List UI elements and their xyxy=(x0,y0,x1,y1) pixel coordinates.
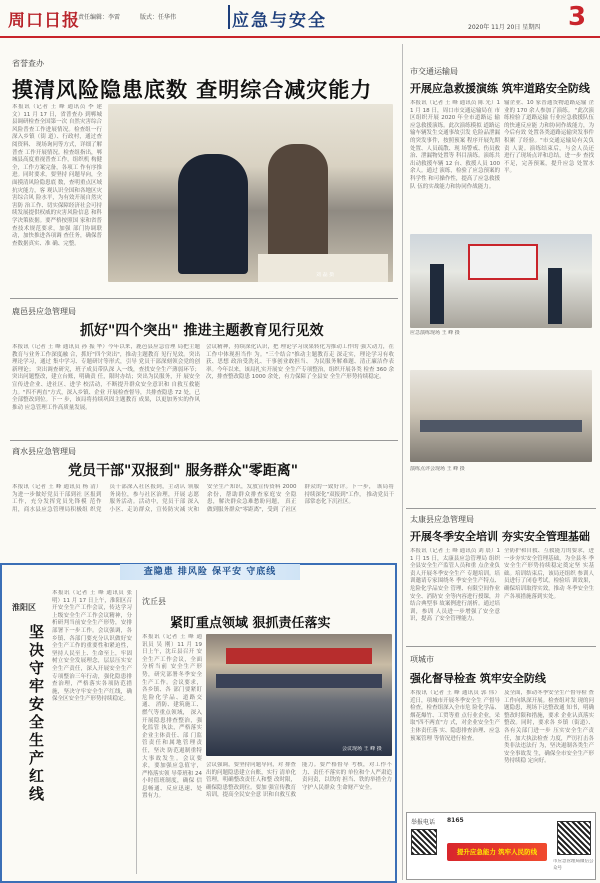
layout-credit: 版式：任华伟 xyxy=(140,14,177,21)
story5-kicker: 太康县应急管理局 xyxy=(410,515,474,524)
rescuer-figure xyxy=(430,264,444,324)
column-divider xyxy=(136,590,137,874)
newspaper-logo: 周口日报 xyxy=(8,11,80,31)
section-divider xyxy=(228,5,230,29)
story4-photo1 xyxy=(410,234,592,328)
column-divider xyxy=(402,44,403,880)
stage-table xyxy=(216,674,382,688)
promo-banner: 提升应急能力 筑牢人民防线 xyxy=(447,843,547,861)
story2-kicker: 鹿邑县应急管理局 xyxy=(12,307,76,316)
qr-code-icon xyxy=(557,821,591,855)
story6-col2: 及全面，推动冬季安全生产督导检 查工作向纵深开展。检查组对发 现的问题隐患，现场下达整改通 知书，明确整改时限和措施，要求 企业认真落实整改。同时，要求各 乡镇（街道）、各有关部门进一步 压实安全生产责任，加大执法检查 力度，严厉打击各类非法违法行 为，坚决遏制各类生产安全事故发 生，确保全市安全生产形势持续稳 定向好。 xyxy=(504,690,594,765)
story5-col2: 全防护和自救、互救能力的要求，进 一步夯实安全管理基础，为全县冬 季安全生产形势持续稳定奠定坚 实基础。培训结束后，该局还组织 参训人员进行了闭卷考试，检验培 训效果，确保培训取得实效，推动 冬季安全生产各项措施落到实处。 xyxy=(504,548,594,600)
story4-photo1-caption: 应急演练现场 王 峰 摄 xyxy=(410,330,460,336)
divider xyxy=(10,440,398,441)
story4-kicker: 市交通运输局 xyxy=(410,67,458,76)
story5-headline: 开展冬季安全培训 夯实安全管理基础 xyxy=(410,530,590,543)
page-number: 3 xyxy=(568,2,587,32)
story3-kicker: 商水县应急管理局 xyxy=(12,447,76,456)
issue-date: 2020年 11月 20日 星期四 xyxy=(468,24,541,31)
story3-headline: 党员干部"双报到" 服务群众"零距离" xyxy=(68,463,299,479)
story3-body: 本报讯（记者 王 峰 通讯员 杨 清）为进一步做好党员干部到社 区报到工作，充分发挥党员先锋模 范作用，商水县应急管理局积极组 织党员干部深入社区报到，主动认 领服务岗位，参与社区治理，开展 志愿服务活动。活动中，党员干部 深入小区、走访群众，宣传防灾减 灾和安全生产知识，发放宣传资料 2000 余份，帮助群众排查家庭安 全隐患，解决群众急难愁盼问题， 真正做到服务群众"零距离"，受到 了社区群众的一致好评。下一步， 该局将持续深化"双报到"工作， 推动党员干部常态化下沉社区。 xyxy=(12,484,394,513)
story4-body: 本报讯（记者 王 峰 通讯员 陈 光）11 月 18 日，周口市交通运输局在 市区组织开展 2020 年全市道路运 输应急救援演练。此次演练模拟 道路运输车辆发生交通事故引发 危险品泄漏的突发事件，按照预案 程序开展先期处置、人员疏散、现 场警戒、伤员救治、泄漏物处置等 科目演练。演练共出动救援车辆 12 台、救援人员 100 余人。通过 演练，检验了应急预案的科学性 和可操作性，提高了应急救援队 伍的实战能力和协同作战能力。 xyxy=(410,100,500,190)
qr-caption: 市应急管理局微信公众号 xyxy=(553,859,594,871)
story2-body: 本报讯（记者 王 峰 通讯员 孙 振 华）今年以来，鹿邑县应急管理 局把主题教育与业务工作深度融 合，抓好"四个突出"，推动主题教育 见行见效。突出理论学习，通过 集中学习、专题研讨等形式，引导 党员干部深刻领会党的创新理论； 突出调查研究，班子成员带队深 入一线，查找安全生产薄弱环节； 突出问题整改，建立台账，明确责 任，限时办结；突出为民服务，开 展安全宣传进企业、进社区、进学 校活动，不断提升群众安全意识和 自救互救能力。"四不两直"方式，深入乡镇、企业 开展检查督导，共排查隐患 72 处，已全部整改到位。下一 步，该局将持续巩固主题教育 成果，以更加务实的作风推动 应急管理工作高质量发展。 xyxy=(12,344,200,411)
story1-body: 本报讯（记者 王 峰 通讯员 李 建 文）11 月 17 日，省普查办 到郸城县调研检查全国第一次 自然灾害综合风险普查工作进展情况。检查组一行深入乡镇（街 道）、行政村，通过查阅资料、 现场询问等方式，详细了解普查 工作开展情况。检查组指出，郸 城县高度重视普查工作，组织机 构健全，工作方案完备，各项工 作有序推进。同时要求，要坚持 问题导向，全面摸清风险隐患底 数，查明重点区域抗灾能力，客 观认识全国和各地区灾害综合风 险水平，为有效开展自然灾害防 治工作、切实保障经济社会可持 续发展提供权威的灾害风险信息 和科学决策依据。要严格按照国 家和省普查技术规范要求，加强 部门协调联动，加快推进各项调 查任务，确保普查数据真实、准 确、完整。 xyxy=(12,104,102,247)
huaiyang-body: 本报讯（记者 王 峰 通讯员 张 明）11 月 17 日上午，淮阳区召开安全生产工作会议，传达学习上级安全生产工作会议精神，分析研判当前安全生产形势，安排部署下一步工作。会议强调，各乡镇、各部门要充分认识做好安全生产工作的重要性和紧迫性，坚持人民至上、生命至上，牢固树立安全发展理念，层层压实安全生产责任，深入开展安全生产专项整治三年行动，强化隐患排查治理，严格落实各项防范措施，坚决守牢安全生产红线，确保全区安全生产形势持续稳定。 xyxy=(52,590,132,703)
story5-body: 本报讯（记者 王 峰 通讯员 刘 晨）11 月 15 日，太康县应急管理局 组织全县安全生产监管人员和重 点企业负责人开展冬季安全生产 专题培训。培训邀请专家围绕冬 季安全生产特点、危险化学品安全 管理、有限空间作业安全、消防安 全等内容进行授课，并结合典型事 故案例进行剖析。通过培训，参训 人员进一步增强了安全意识，提高 了安全管理能力。 xyxy=(410,548,500,623)
shenqiu-meeting-photo xyxy=(206,634,392,756)
hotline-number: 8165 xyxy=(447,817,464,824)
shenqiu-headline: 紧盯重点领域 狠抓责任落实 xyxy=(170,616,331,631)
meeting-table xyxy=(420,420,582,432)
story1-photo xyxy=(108,104,393,282)
story4-photo2-caption: 演练点评会现场 王 峰 摄 xyxy=(410,466,465,472)
divider xyxy=(406,646,596,647)
footer-ad xyxy=(406,812,596,880)
story1-headline: 摸清风险隐患底数 查明综合减灾能力 xyxy=(12,77,373,102)
story2-headline: 抓好"四个突出" 推进主题教育见行见效 xyxy=(80,323,324,339)
editor-credit: 责任编辑：李雷 xyxy=(78,14,121,21)
story4-photo2 xyxy=(410,370,592,462)
shenqiu-col2: 会议强调，要坚持问题导向，对 排查出的问题隐患建立台账，实行 清单化管理，明确整改责任人和整 改时限，确保隐患整改到位。要加 强宣传教育培训，提高全民安全意 识和自救互救能力。要严格督导 考核，对工作不力、责任不落实的 单位和个人严肃追责问责，以铁的 担当、铁的举措全力守护人民群众 生命财产安全。 xyxy=(206,762,392,799)
story6-kicker: 项城市 xyxy=(410,655,434,664)
story4-col2: 输企业、10 家普通货物道路运输 企业的 170 余人参加了演练。 "此次演练检验了道路运输 行业应急救援队伍的快速反应能 力和协同作战能力，为今后有效 处置各类道路运输突发事件积累 了经验。"市交通运输局有关负责 人说。演练结束后，与会人员还 进行了现场点评和总结，进一步 查找不足，完善预案，提升应急 处置水平。 xyxy=(504,100,594,175)
hotline-title: 举报电话 xyxy=(411,819,436,826)
story6-headline: 强化督导检查 筑牢安全防线 xyxy=(410,672,546,685)
story4-headline: 开展应急救援演练 筑牢道路安全防线 xyxy=(410,82,590,95)
masthead xyxy=(0,0,600,38)
stage-banner xyxy=(226,648,372,664)
special-banner: 查隐患 排风险 保平安 守底线 xyxy=(120,564,300,580)
shenqiu-body: 本报讯（记者 王 峰 通讯员 吴 刚）11 月 19 日上午，沈丘县召开 安全生产工作会议，全面分析当前 安全生产形势，研究部署冬季安全 生产工作。会议要求，各乡镇、各 部门要紧盯危险化学品、道路交通、 消防、建筑施工、燃气等重点领域， 深入开展隐患排查整治，强化监管 执法，严格落实企业主体责任、部 门监管责任和属地管理责任，坚决 防范遏制重特大事故发生。会议要 求，要加强应急值守，严格落实领 导带班和 24 小时值班制度，确保 信息畅通、反应迅速、处置有力。 xyxy=(142,634,202,800)
divider xyxy=(10,298,398,299)
emergency-vehicle xyxy=(468,244,538,280)
person-officer-figure xyxy=(178,154,248,274)
huaiyang-title: 坚决守牢安全生产红线 xyxy=(27,624,45,804)
huaiyang-kicker: 淮阳区 xyxy=(12,603,36,612)
section-title: 应急与安全 xyxy=(232,11,327,31)
qr-code-icon xyxy=(411,829,437,855)
story6-body: 本报讯（记者 王 峰 通讯员 郭 伟）近日，项城市开展冬季安全生 产督导检查，检查组深入全市危 险化学品、烟花爆竹、工贸等重 点行业企业，采取"四不两直"方 式，对企业安全生产主体责任落 实、隐患排查治理、应急预案管理 等情况进行检查。 xyxy=(410,690,500,742)
shenqiu-kicker: 沈丘县 xyxy=(142,597,166,606)
story2-col2: 会议精神，持续深化认识，把 理论学习成果转化为推动工作的 强大动力，在工作中体现担当作 为。"三个结合"推动主题教育走 深走实，理论学习有收获、思想 政治受洗礼、干事创业敢担当、 为民服务解难题、清正廉洁作表 率。今年以来，该局扎实开展安 全生产专项整治，组织开展各类 检查 360 余次，排查整改隐患 1000 余处，有力保障了全县安 全生产形势持续稳定。 xyxy=(206,344,394,381)
rescuer-figure xyxy=(548,268,562,324)
shenqiu-photo-caption: 会议现场 王 峰 摄 xyxy=(342,746,382,752)
story1-photo-caption: 刘 磊 摄 xyxy=(316,272,335,278)
divider xyxy=(406,508,596,509)
story1-kicker: 省誉查办 xyxy=(12,59,44,68)
